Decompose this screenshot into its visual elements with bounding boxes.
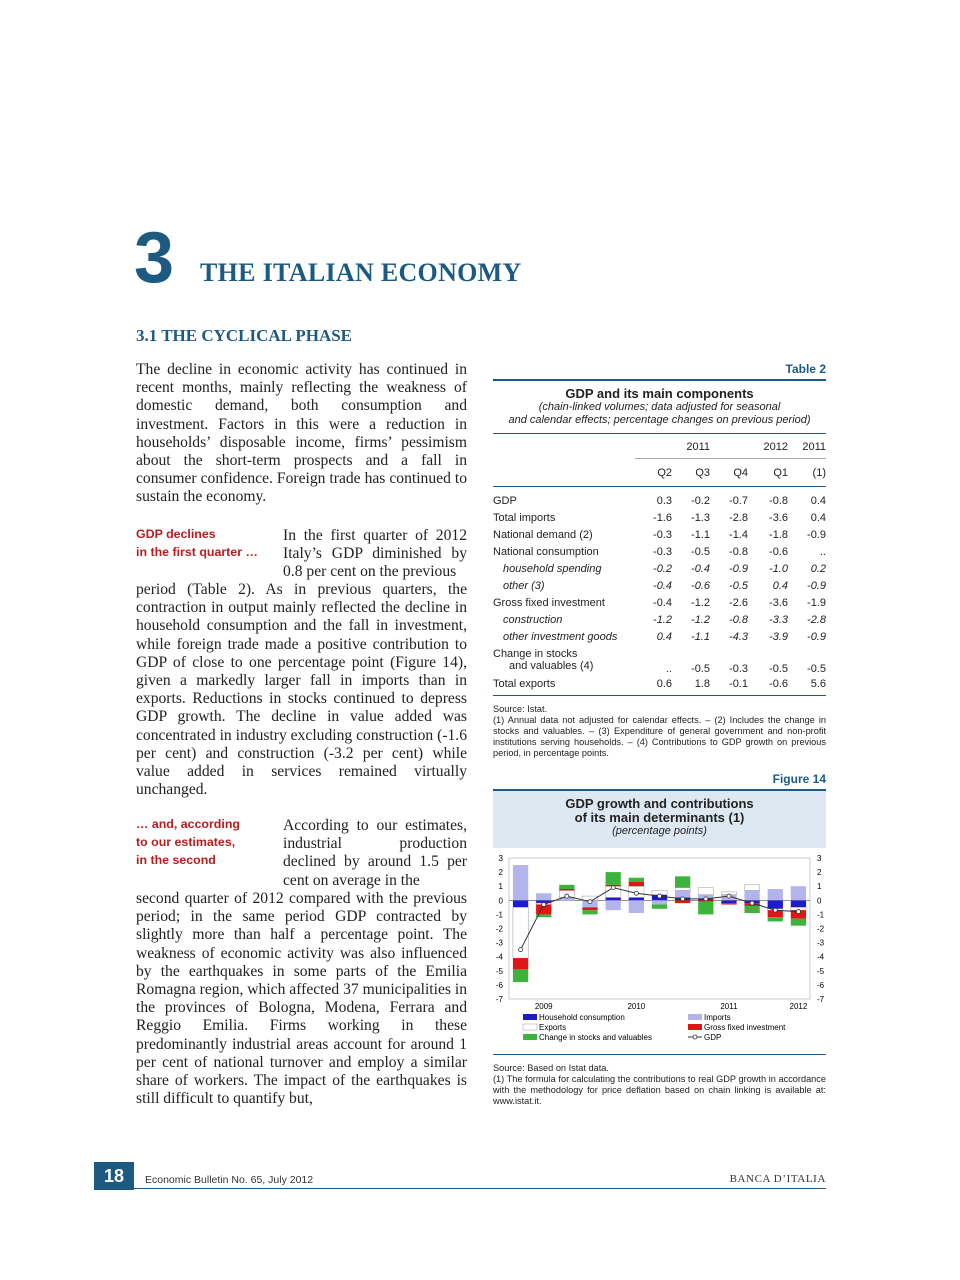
legend-label: Exports (539, 1023, 567, 1032)
table-row (493, 560, 826, 577)
footer-rule (94, 1188, 826, 1189)
table-cell: -1.2 (691, 596, 710, 609)
row-label: other investment goods (503, 630, 618, 643)
exports-bar (744, 885, 759, 891)
y-tick-label-right: -7 (817, 995, 825, 1004)
page-number: 18 (94, 1162, 134, 1190)
column-header: (1) (812, 466, 826, 479)
gdp-point (681, 897, 685, 901)
gdp-point (750, 901, 754, 905)
table-cell: 0.6 (656, 677, 672, 690)
stocks-bar (675, 876, 690, 887)
row-label-line: and valuables (4) (509, 660, 594, 672)
table-notes: (1) Annual data not adjusted for calendar effects. – (2) Includes the change in stocks and valuables. – (3) Expenditure of general government and non-profit institutions serving households. – (4) Contributions to GDP growth on previous period, in percentage points. (493, 715, 826, 758)
table-row (493, 645, 826, 675)
table-subtitle-line-2: and calendar effects; percentage changes on previous period) (508, 414, 811, 426)
figure-label: Figure 14 (772, 772, 826, 786)
investment-bar (513, 958, 528, 969)
stocks-bar (606, 872, 621, 885)
legend-swatch (688, 1024, 702, 1030)
table-cell: 5.6 (810, 677, 826, 690)
x-year-label: 2012 (789, 1002, 808, 1011)
figure-title-line-1: GDP growth and contributions (565, 796, 754, 811)
y-tick-label-right: -6 (817, 980, 825, 990)
gdp-point (611, 886, 615, 890)
table-cell: -0.8 (729, 545, 748, 558)
table-cell: -4.3 (729, 630, 748, 643)
gdp-point (588, 900, 592, 904)
table-row (493, 611, 826, 628)
paragraph-1-lead: In the first quarter of 2012 Italy’s GDP diminished by 0.8 per cent on the previous (283, 527, 467, 581)
household-bar (629, 897, 644, 900)
intro-text: The decline in economic activity has continued in recent months, mainly reflecting the weakness of domestic demand, both consumption and investment. Factors in this were a reduction in households’ disposable income, firms’ pessimism about the short-term prospects and a fall in consumer confidence. Foreign trade has continued to sustain the economy. (136, 361, 467, 506)
stocks-bar (513, 969, 528, 982)
table-cell: -0.3 (653, 545, 672, 558)
paragraph-1-text: period (Table 2). As in previous quarters, the contraction in output mainly reflected the decline in household consumption and the fall in investment, while foreign trade made a positive contribution to GDP of close to one percentage point (Figure 14), given a markedly larger fall in imports than in exports. Reductions in stocks continued to depress GDP growth. The decline in value added was concentrated in industry excluding construction (-1.6 per cent) and construction (-3.2 per cent) while value added in services remained virtually unchanged. (136, 581, 467, 799)
investment-bar (582, 907, 597, 910)
row-label: Total exports (493, 677, 556, 690)
legend-swatch (688, 1014, 702, 1020)
chapter-number: 3 (134, 218, 175, 298)
household-bar (513, 900, 528, 907)
table-cell: -0.6 (691, 579, 710, 592)
y-tick-label-left: 0 (498, 896, 503, 906)
figure-title-block (493, 791, 826, 848)
gdp-point (727, 894, 731, 898)
year-header: 2011 (802, 440, 826, 453)
imports-bar (652, 900, 667, 904)
stocks-bar (629, 878, 644, 882)
row-label-line: Change in stocks (493, 648, 578, 660)
stocks-bar (768, 917, 783, 921)
gdp-point (796, 910, 800, 914)
legend-gdp-marker (693, 1035, 697, 1039)
imports-bar (791, 886, 806, 900)
y-tick-label-left: 3 (498, 854, 503, 863)
imports-bar (513, 865, 528, 900)
table-cell: -0.1 (729, 677, 748, 690)
y-tick-label-left: 2 (498, 868, 503, 878)
y-tick-label-left: -3 (495, 938, 503, 948)
table-row (493, 543, 826, 560)
table-cell: -1.2 (691, 613, 710, 626)
row-label: Gross fixed investment (493, 596, 605, 609)
row-label: construction (503, 613, 563, 626)
year-header: 2012 (763, 440, 788, 453)
table-cell: -0.6 (769, 677, 788, 690)
gdp-point (634, 891, 638, 895)
table-cell: -0.2 (691, 494, 710, 507)
table-rule (493, 433, 826, 434)
table-row (493, 628, 826, 645)
y-tick-label-right: 0 (817, 896, 822, 906)
paragraph-1 (136, 581, 467, 799)
table-cell: -3.6 (769, 596, 788, 609)
exports-bar (698, 888, 713, 895)
legend-label: Household consumption (539, 1013, 625, 1022)
table-title: GDP and its main components (565, 386, 754, 401)
household-bar (768, 900, 783, 908)
intro-paragraph (136, 361, 467, 507)
footer-publication: Economic Bulletin No. 65, July 2012 (145, 1174, 314, 1186)
investment-bar (629, 882, 644, 886)
gdp-point (565, 894, 569, 898)
x-year-label: 2010 (627, 1002, 646, 1011)
y-tick-label-right: -5 (817, 966, 825, 976)
figure-bottom-rule (493, 1054, 826, 1055)
table-subtitle-line-1: (chain-linked volumes; data adjusted for seasonal (538, 401, 781, 413)
table-cell: -0.6 (769, 545, 788, 558)
table-cell: -0.3 (729, 663, 748, 675)
footer-publisher: BANCA D’ITALIA (729, 1173, 826, 1185)
stocks-bar (698, 902, 713, 915)
household-bar (791, 900, 806, 907)
figure-14 (493, 772, 826, 1107)
table-cell: -1.1 (691, 528, 710, 541)
legend-swatch (523, 1014, 537, 1020)
imports-bar (606, 900, 621, 910)
table-cell: -3.6 (769, 511, 788, 524)
table-rule (493, 486, 826, 487)
stocks-bar (559, 885, 574, 889)
figure-note: (1) The formula for calculating the contributions to real GDP growth in accordance with the methodology for price deflation based on chain linking is available at: www.istat.it. (493, 1074, 826, 1106)
paragraph-2-text: second quarter of 2012 compared with the previous period; in the same period GDP contracted by slightly more than half a percentage point. The weakness of economic activity was also influenced by the earthquakes in some parts of the Emilia Romagna region, which affected 37 municipalities in the provinces of Bologna, Modena, Ferrara and Reggio Emilia. Firms working in these predominantly industrial areas account for around 1 per cent of national turnover and employ a similar share of workers. The impact of the earthquakes is still difficult to quantify but, (136, 890, 467, 1108)
table-cell: -0.2 (653, 562, 672, 575)
year-header: 2011 (686, 440, 710, 453)
gdp-point (704, 897, 708, 901)
table-subheader (493, 464, 826, 481)
table-row (493, 577, 826, 594)
table-cell: 1.8 (694, 677, 710, 690)
stocks-bar (744, 906, 759, 913)
imports-bar (744, 890, 759, 900)
gdp-point (519, 948, 523, 952)
table-cell: -0.9 (807, 630, 826, 643)
household-bar (721, 900, 736, 903)
table-cell: 0.3 (656, 494, 672, 507)
y-tick-label-left: -7 (495, 995, 503, 1004)
margin-note-line: in the first quarter … (136, 545, 258, 559)
stocks-bar (652, 905, 667, 909)
margin-note-line: to our estimates, (136, 835, 236, 849)
table-cell: -0.8 (729, 613, 748, 626)
table-cell: -2.6 (729, 596, 748, 609)
margin-note-estimates (136, 815, 276, 869)
imports-bar (629, 900, 644, 913)
exports-bar (675, 888, 690, 891)
gdp-point (542, 903, 546, 907)
table-cell: -1.9 (807, 596, 826, 609)
y-tick-label-right: -4 (817, 952, 825, 962)
margin-note-line: … and, according (136, 817, 240, 831)
column-header: Q3 (695, 466, 710, 479)
margin-note-gdp-declines (136, 525, 276, 561)
table-cell: -0.5 (691, 545, 710, 558)
table-label: Table 2 (785, 362, 826, 376)
table-cell: -1.4 (729, 528, 748, 541)
legend-label: Imports (704, 1013, 731, 1022)
table-cell: -0.9 (807, 579, 826, 592)
y-tick-label-right: -3 (817, 938, 825, 948)
legend-swatch (523, 1024, 537, 1030)
section-heading: 3.1 THE CYCLICAL PHASE (136, 326, 353, 345)
row-label: other (3) (503, 579, 545, 592)
x-year-label: 2011 (720, 1002, 738, 1011)
y-tick-label-left: -6 (495, 980, 503, 990)
legend-label: GDP (704, 1033, 722, 1042)
plot-area (509, 858, 810, 999)
table-cell: .. (665, 663, 672, 675)
row-label (493, 645, 636, 675)
table-rule (635, 458, 826, 459)
table-cell: -3.3 (769, 613, 788, 626)
y-tick-label-left: -4 (495, 952, 503, 962)
chapter-title: THE ITALIAN ECONOMY (200, 258, 522, 287)
table-row (493, 594, 826, 611)
table-cell: -2.8 (807, 613, 826, 626)
table-cell: 0.4 (810, 494, 826, 507)
table-cell: -1.2 (653, 613, 672, 626)
row-label: GDP (493, 494, 517, 507)
table-body (493, 492, 826, 692)
y-tick-label-left: -1 (495, 910, 503, 920)
y-tick-label-right: 2 (817, 868, 822, 878)
investment-bar (559, 889, 574, 890)
paragraph-2-lead: According to our estimates, industrial production declined by around 1.5 per cent on average in the (283, 817, 467, 889)
table-2 (493, 362, 826, 759)
table-cell: -1.8 (769, 528, 788, 541)
table-cell: -1.0 (769, 562, 788, 575)
stocks-bar (791, 919, 806, 926)
y-tick-label-right: 1 (817, 882, 822, 892)
table-cell: 0.4 (772, 579, 788, 592)
column-header: Q1 (773, 466, 788, 479)
table-cell: -0.9 (807, 528, 826, 541)
gdp-contributions-chart (493, 848, 826, 1054)
margin-note-line: GDP declines (136, 527, 216, 541)
table-cell: -0.8 (769, 494, 788, 507)
legend-label: Change in stocks and valuables (539, 1033, 652, 1042)
row-label: National demand (2) (493, 528, 593, 541)
table-cell: -0.5 (807, 663, 826, 675)
table-cell: -1.3 (691, 511, 710, 524)
table-cell: 0.4 (656, 630, 672, 643)
table-cell: .. (819, 545, 826, 558)
table-cell: -0.5 (769, 663, 788, 675)
investment-bar (721, 903, 736, 904)
row-label: National consumption (493, 545, 599, 558)
table-cell: -2.8 (729, 511, 748, 524)
table-top-rule (493, 379, 826, 381)
table-cell: -0.5 (729, 579, 748, 592)
table-cell: -3.9 (769, 630, 788, 643)
table-row (493, 526, 826, 543)
table-cell: -0.4 (653, 596, 672, 609)
figure-subtitle: (percentage points) (612, 825, 707, 837)
row-label: household spending (503, 562, 602, 575)
y-tick-label-left: 1 (498, 882, 503, 892)
table-cell: 0.4 (810, 511, 826, 524)
legend-label: Gross fixed investment (704, 1023, 786, 1032)
imports-bar (536, 893, 551, 900)
table-row (493, 492, 826, 509)
table-cell: -0.5 (691, 663, 710, 675)
table-cell: -0.3 (653, 528, 672, 541)
stocks-bar (582, 910, 597, 914)
household-bar (606, 897, 621, 900)
y-tick-label-left: -2 (495, 924, 503, 934)
table-bottom-rule (493, 695, 826, 696)
table-cell: -1.6 (653, 511, 672, 524)
table-cell: -1.1 (691, 630, 710, 643)
table-cell: -0.4 (691, 562, 710, 575)
legend-swatch (523, 1034, 537, 1040)
gdp-point (658, 894, 662, 898)
y-tick-label-right: 3 (817, 854, 822, 863)
column-header: Q4 (733, 466, 748, 479)
table-header (493, 438, 826, 455)
y-tick-label-right: -2 (817, 924, 825, 934)
imports-bar (675, 890, 690, 897)
table-cell: 0.2 (810, 562, 826, 575)
row-label: Total imports (493, 511, 556, 524)
y-tick-label-right: -1 (817, 910, 825, 920)
figure-source: Source: Based on Istat data. (493, 1063, 609, 1073)
figure-title-line-2: of its main determinants (1) (574, 810, 745, 825)
table-cell: -0.7 (729, 494, 748, 507)
table-cell: -0.9 (729, 562, 748, 575)
table-row (493, 509, 826, 526)
column-header: Q2 (657, 466, 672, 479)
table-source: Source: Istat. (493, 704, 548, 714)
table-cell: -0.4 (653, 579, 672, 592)
x-year-label: 2009 (534, 1002, 553, 1011)
paragraph-2 (136, 890, 467, 1108)
imports-bar (768, 889, 783, 900)
y-tick-label-left: -5 (495, 966, 503, 976)
gdp-point (773, 908, 777, 912)
margin-note-line: in the second (136, 853, 216, 867)
table-row (493, 675, 826, 692)
